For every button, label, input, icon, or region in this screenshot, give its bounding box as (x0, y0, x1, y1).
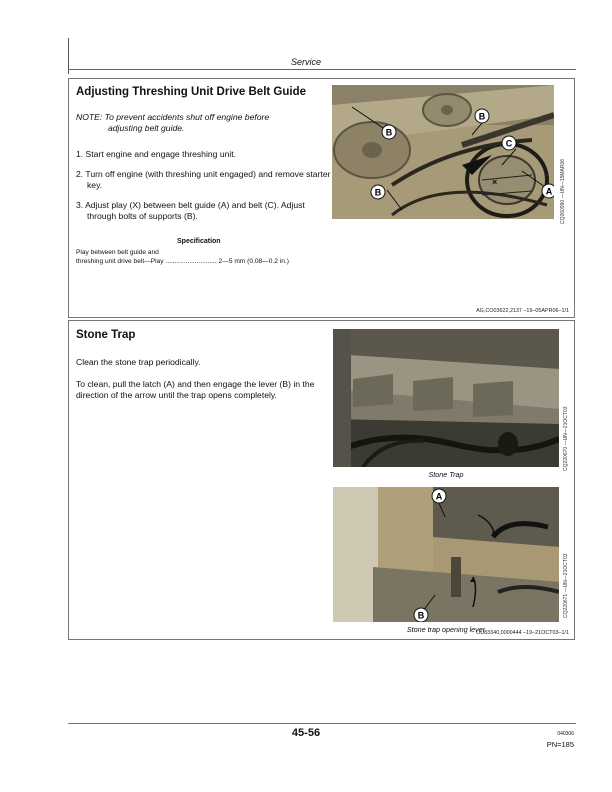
svg-text:B: B (374, 187, 382, 198)
safety-note (76, 112, 326, 134)
paragraph: To clean, pull the latch (A) and then engage the lever (B) in the direction of the arrow until the trap opens completely. (76, 379, 315, 400)
callout-b-1 (382, 125, 396, 139)
callout-b-3 (371, 185, 385, 199)
stone-trap-instructions (76, 357, 321, 412)
image-code: CQ220670 —UN—21OCT03 (563, 406, 569, 471)
belt-guide-illustration (332, 85, 554, 219)
callout-b-2 (475, 109, 489, 123)
note-line-2: adjusting belt guide. (108, 123, 185, 133)
stone-trap-illustration (333, 329, 559, 467)
svg-text:A: A (545, 186, 553, 197)
spec-line-2: threshing unit drive belt—Play ............................ 2—5 mm (0.08—0.2 in.) (76, 258, 289, 265)
step-item: 2. Turn off engine (with threshing unit engaged) and remove starter key. (76, 169, 331, 190)
svg-text:B: B (478, 111, 486, 122)
steps-list (76, 149, 331, 231)
section-title: Stone Trap (76, 329, 136, 341)
svg-text:×: × (492, 177, 498, 187)
callout-b (414, 608, 428, 622)
paragraph: Clean the stone trap periodically. (76, 357, 201, 367)
spec-line-1: Play between belt guide and (76, 249, 159, 256)
svg-text:A: A (435, 491, 443, 502)
step-item: 1. Start engine and engage threshing unit. (76, 149, 237, 159)
image-caption: Stone trap opening lever (406, 625, 486, 634)
image-code: CQ220671 —UN—21OCT03 (563, 553, 569, 618)
svg-text:B: B (417, 610, 425, 621)
reference-code: AG,CO03622,2137 –19–05APR06–1/1 (476, 308, 569, 314)
header-rule (68, 69, 576, 70)
page-number: 45-56 (291, 727, 321, 739)
section-title: Adjusting Threshing Unit Drive Belt Guide (76, 86, 307, 98)
section-stone-trap (68, 320, 575, 640)
section-belt-guide (68, 78, 575, 318)
image-code: CQ260990 —UN—15MAR06 (560, 158, 566, 224)
svg-text:C: C (505, 138, 513, 149)
footer-code: 040306 (557, 731, 574, 737)
footer-rule (68, 723, 576, 724)
image-caption: Stone Trap (428, 470, 464, 479)
stone-trap-lever-photo (333, 487, 559, 622)
header-title: Service (290, 57, 321, 67)
callout-a (432, 489, 446, 503)
callout-a (542, 184, 554, 198)
svg-text:B: B (385, 127, 393, 138)
stone-trap-photo (333, 329, 559, 467)
footer-pn: PN=185 (546, 740, 574, 749)
reference-code: OU83340,0000444 –19–21OCT03–1/1 (476, 630, 569, 636)
spec-heading: Specification (177, 238, 221, 245)
stone-trap-lever-illustration (333, 487, 559, 622)
callout-c (502, 136, 516, 150)
note-line-1: NOTE: To prevent accidents shut off engine before (76, 112, 270, 122)
step-item: 3. Adjust play (X) between belt guide (A) and belt (C). Adjust through bolts of supports (B). (76, 200, 305, 221)
belt-guide-photo (332, 85, 554, 219)
